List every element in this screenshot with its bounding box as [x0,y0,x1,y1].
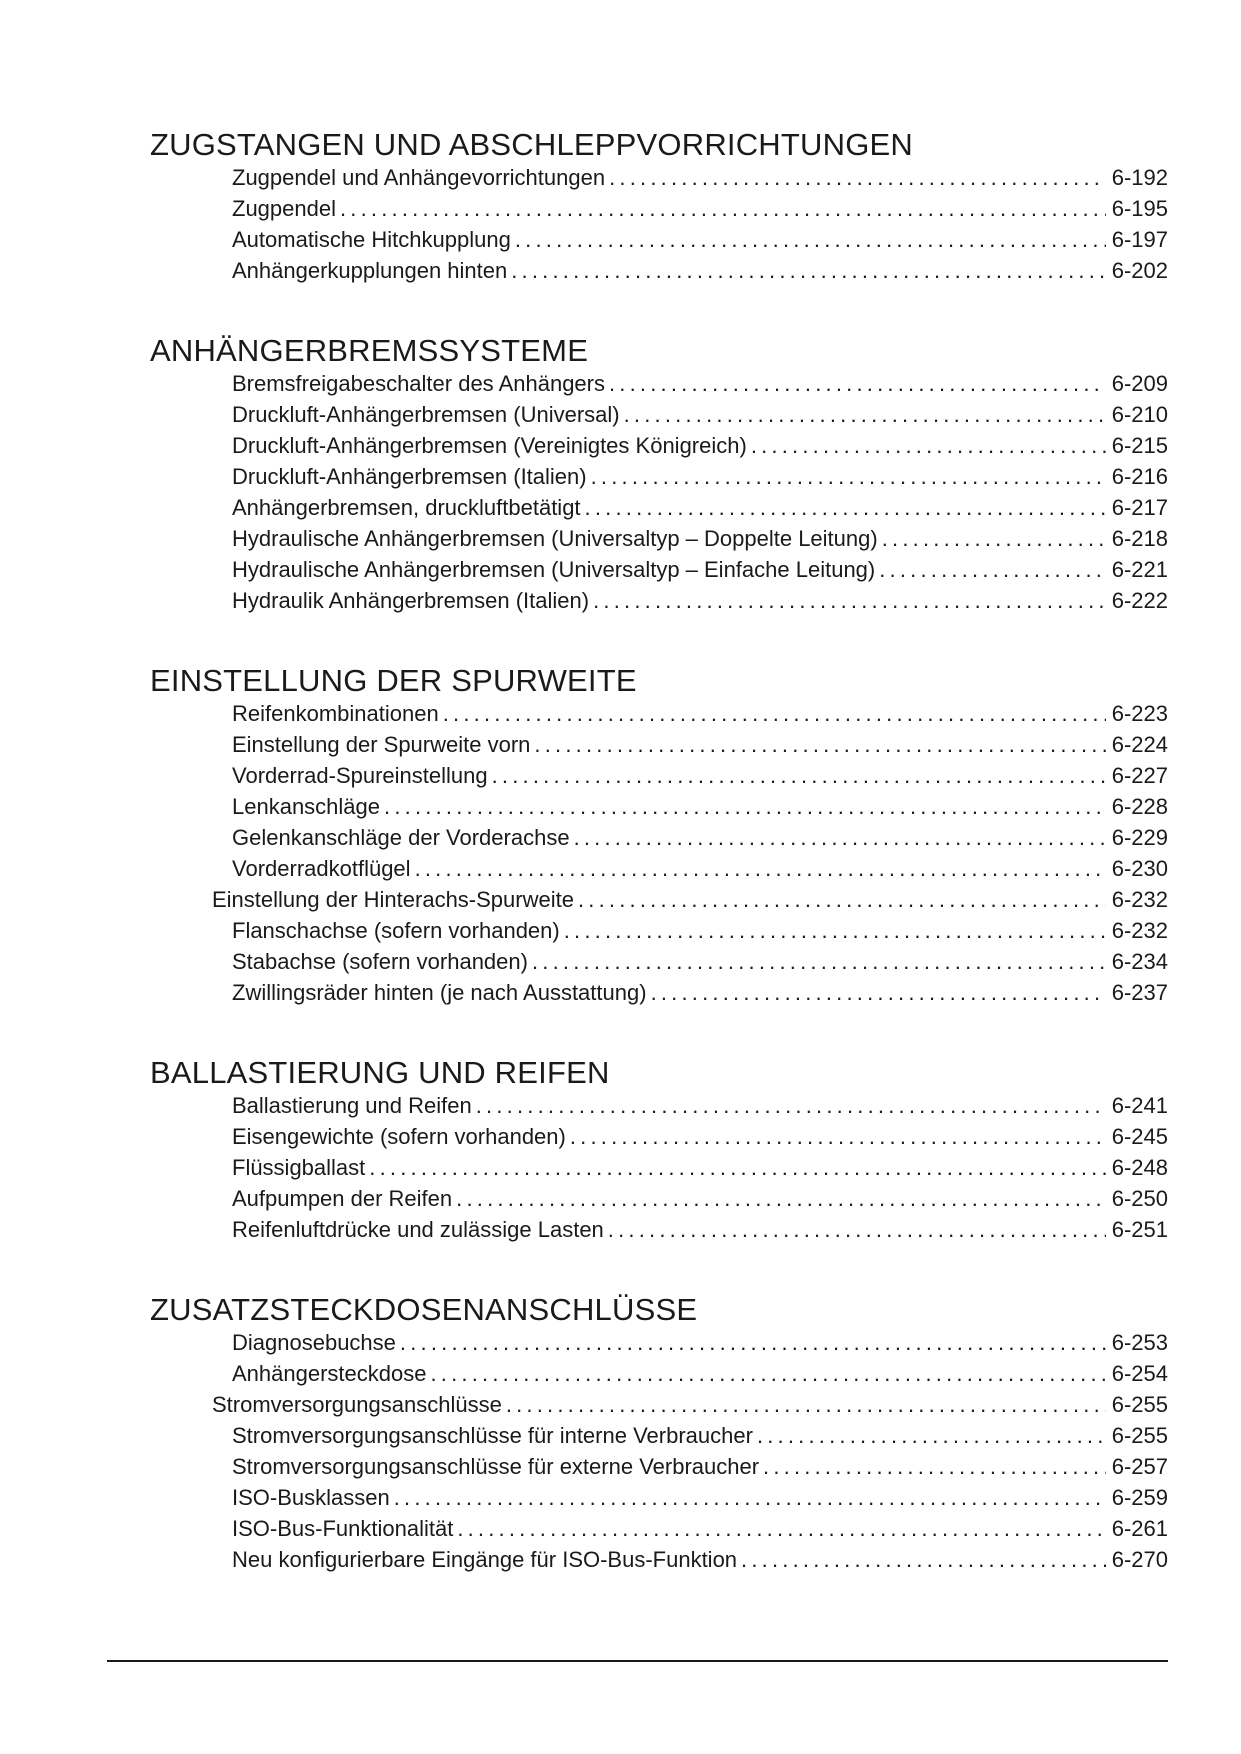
section-heading: ANHÄNGERBREMSSYSTEME [150,333,589,368]
toc-entry-label: Zugpendel [232,196,336,221]
toc-entry-page-number: 6-202 [1111,258,1168,283]
toc-entry[interactable] [150,1389,1168,1420]
toc-entry[interactable] [150,946,1168,977]
dot-leader [591,461,1106,492]
toc-entry[interactable] [150,162,1168,193]
toc-entry[interactable] [150,585,1168,616]
dot-leader [609,368,1106,399]
toc-entry-label: Einstellung der Hinterachs-Spurweite [212,887,574,912]
toc-entry[interactable] [150,430,1168,461]
dot-leader [609,162,1106,193]
toc-entry-page-number: 6-197 [1111,227,1168,252]
toc-entry-label: Flanschachse (sofern vorhanden) [232,918,560,943]
section-spacer [150,286,1168,334]
dot-leader [570,1121,1106,1152]
toc-entry[interactable] [150,1183,1168,1214]
toc-entry-page-number: 6-245 [1111,1124,1168,1149]
toc-entry-list [150,1327,1168,1575]
toc-entry-label: Hydraulische Anhängerbremsen (Universaltyp – Doppelte Leitung) [232,526,878,551]
toc-entry[interactable] [150,1121,1168,1152]
toc-entry[interactable] [150,224,1168,255]
toc-entry[interactable] [150,915,1168,946]
section-spacer [150,1245,1168,1293]
toc-entry[interactable] [150,255,1168,286]
toc-section [150,1293,1168,1575]
dot-leader [394,1482,1106,1513]
dot-leader [879,554,1105,585]
toc-entry[interactable] [150,193,1168,224]
toc-entry-label: Zugpendel und Anhängevorrichtungen [232,165,606,190]
dot-leader [511,255,1105,286]
toc-entry[interactable] [150,1420,1168,1451]
toc-entry[interactable] [150,1090,1168,1121]
toc-entry[interactable] [150,1544,1168,1575]
toc-entry-label: Aufpumpen der Reifen [232,1186,453,1211]
toc-entry-label: Ballastierung und Reifen [232,1093,472,1118]
toc-entry-page-number: 6-217 [1111,495,1168,520]
dot-leader [456,1183,1106,1214]
toc-entry-page-number: 6-195 [1111,196,1168,221]
toc-entry-label: Anhängerkupplungen hinten [232,258,508,283]
section-heading: ZUSATZSTECKDOSENANSCHLÜSSE [150,1292,698,1327]
toc-entry-page-number: 6-250 [1111,1186,1168,1211]
toc-entry[interactable] [150,399,1168,430]
toc-entry-label: Anhängersteckdose [232,1361,427,1386]
toc-entry-label: Einstellung der Spurweite vorn [232,732,531,757]
toc-entry[interactable] [150,554,1168,585]
dot-leader [534,729,1105,760]
dot-leader [492,760,1106,791]
toc-entry-page-number: 6-216 [1111,464,1168,489]
toc-entry-label: Flüssigballast [232,1155,366,1180]
toc-entry-page-number: 6-232 [1111,918,1168,943]
toc-entry-page-number: 6-255 [1111,1392,1168,1417]
toc-entry[interactable] [150,368,1168,399]
dot-leader [593,585,1106,616]
toc-entry[interactable] [150,523,1168,554]
toc-entry-label: Vorderradkotflügel [232,856,411,881]
toc-entry-label: Druckluft-Anhängerbremsen (Italien) [232,464,587,489]
toc-entry-label: Diagnosebuchse [232,1330,396,1355]
toc-entry-label: Lenkanschläge [232,794,381,819]
toc-entry-page-number: 6-218 [1111,526,1168,551]
dot-leader [763,1451,1106,1482]
dot-leader [585,492,1106,523]
toc-entry-label: ISO-Busklassen [232,1485,390,1510]
toc-entry[interactable] [150,698,1168,729]
toc-entry-page-number: 6-222 [1111,588,1168,613]
dot-leader [741,1544,1106,1575]
table-of-contents [150,128,1168,1575]
toc-entry[interactable] [150,1327,1168,1358]
toc-entry-label: Neu konfigurierbare Eingänge für ISO-Bus-Funktion [232,1547,738,1572]
toc-entry-label: Gelenkanschläge der Vorderachse [232,825,570,850]
toc-entry[interactable] [150,822,1168,853]
toc-entry[interactable] [150,791,1168,822]
section-spacer [150,1008,1168,1056]
toc-entry[interactable] [150,884,1168,915]
toc-section [150,1056,1168,1245]
dot-leader [574,822,1106,853]
toc-entry-page-number: 6-234 [1111,949,1168,974]
toc-section [150,664,1168,1008]
toc-entry-label: ISO-Bus-Funktionalität [232,1516,454,1541]
dot-leader [476,1090,1106,1121]
toc-entry[interactable] [150,1482,1168,1513]
toc-entry-page-number: 6-209 [1111,371,1168,396]
toc-entry-label: Zwillingsräder hinten (je nach Ausstattung) [232,980,647,1005]
toc-entry-label: Hydraulik Anhängerbremsen (Italien) [232,588,590,613]
toc-entry-list [150,1090,1168,1245]
toc-entry-label: Druckluft-Anhängerbremsen (Universal) [232,402,620,427]
toc-entry-list [150,698,1168,1008]
toc-entry-label: Reifenkombinationen [232,701,439,726]
toc-entry-page-number: 6-192 [1111,165,1168,190]
dot-leader [624,399,1106,430]
toc-entry-page-number: 6-255 [1111,1423,1168,1448]
toc-entry[interactable] [150,1152,1168,1183]
toc-entry-page-number: 6-215 [1111,433,1168,458]
toc-entry-page-number: 6-248 [1111,1155,1168,1180]
toc-entry[interactable] [150,729,1168,760]
dot-leader [400,1327,1106,1358]
toc-entry-page-number: 6-223 [1111,701,1168,726]
toc-entry-list [150,368,1168,616]
dot-leader [578,884,1106,915]
toc-entry-label: Stromversorgungsanschlüsse für externe Verbraucher [232,1454,760,1479]
section-heading: EINSTELLUNG DER SPURWEITE [150,663,637,698]
section-heading: ZUGSTANGEN UND ABSCHLEPPVORRICHTUNGEN [150,127,913,162]
dot-leader [369,1152,1105,1183]
toc-entry-label: Automatische Hitchkupplung [232,227,511,252]
dot-leader [340,193,1106,224]
toc-entry-label: Reifenluftdrücke und zulässige Lasten [232,1217,604,1242]
dot-leader [457,1513,1105,1544]
dot-leader [608,1214,1106,1245]
toc-entry-page-number: 6-254 [1111,1361,1168,1386]
dot-leader [757,1420,1106,1451]
dot-leader [384,791,1106,822]
toc-entry-page-number: 6-261 [1111,1516,1168,1541]
footer-divider [107,1660,1168,1662]
toc-section [150,334,1168,616]
dot-leader [651,977,1106,1008]
toc-entry-label: Hydraulische Anhängerbremsen (Universaltyp – Einfache Leitung) [232,557,876,582]
toc-entry-page-number: 6-227 [1111,763,1168,788]
toc-entry[interactable] [150,461,1168,492]
toc-entry-list [150,162,1168,286]
section-spacer [150,616,1168,664]
toc-entry-page-number: 6-237 [1111,980,1168,1005]
toc-entry[interactable] [150,1358,1168,1389]
toc-entry-page-number: 6-210 [1111,402,1168,427]
toc-entry[interactable] [150,1513,1168,1544]
toc-entry-label: Stromversorgungsanschlüsse für interne Verbraucher [232,1423,753,1448]
dot-leader [751,430,1106,461]
toc-entry-page-number: 6-270 [1111,1547,1168,1572]
toc-entry-label: Anhängerbremsen, druckluftbetätigt [232,495,581,520]
toc-entry-label: Vorderrad-Spureinstellung [232,763,488,788]
dot-leader [882,523,1106,554]
toc-entry-page-number: 6-232 [1111,887,1168,912]
toc-entry[interactable] [150,1214,1168,1245]
toc-entry[interactable] [150,760,1168,791]
toc-entry[interactable] [150,492,1168,523]
toc-entry-page-number: 6-229 [1111,825,1168,850]
toc-entry-page-number: 6-257 [1111,1454,1168,1479]
dot-leader [430,1358,1105,1389]
dot-leader [415,853,1106,884]
dot-leader [506,1389,1106,1420]
toc-entry-page-number: 6-221 [1111,557,1168,582]
toc-entry[interactable] [150,853,1168,884]
toc-entry[interactable] [150,977,1168,1008]
section-heading: BALLASTIERUNG UND REIFEN [150,1055,610,1090]
toc-entry-page-number: 6-224 [1111,732,1168,757]
toc-section [150,128,1168,286]
toc-entry-label: Stromversorgungsanschlüsse [212,1392,502,1417]
toc-entry[interactable] [150,1451,1168,1482]
toc-entry-page-number: 6-251 [1111,1217,1168,1242]
dot-leader [564,915,1106,946]
toc-entry-page-number: 6-259 [1111,1485,1168,1510]
toc-entry-label: Bremsfreigabeschalter des Anhängers [232,371,605,396]
toc-entry-page-number: 6-253 [1111,1330,1168,1355]
toc-entry-label: Stabachse (sofern vorhanden) [232,949,528,974]
toc-entry-label: Eisengewichte (sofern vorhanden) [232,1124,566,1149]
toc-entry-label: Druckluft-Anhängerbremsen (Vereinigtes Königreich) [232,433,747,458]
dot-leader [443,698,1106,729]
toc-entry-page-number: 6-228 [1111,794,1168,819]
toc-entry-page-number: 6-230 [1111,856,1168,881]
dot-leader [515,224,1106,255]
dot-leader [532,946,1106,977]
toc-entry-page-number: 6-241 [1111,1093,1168,1118]
